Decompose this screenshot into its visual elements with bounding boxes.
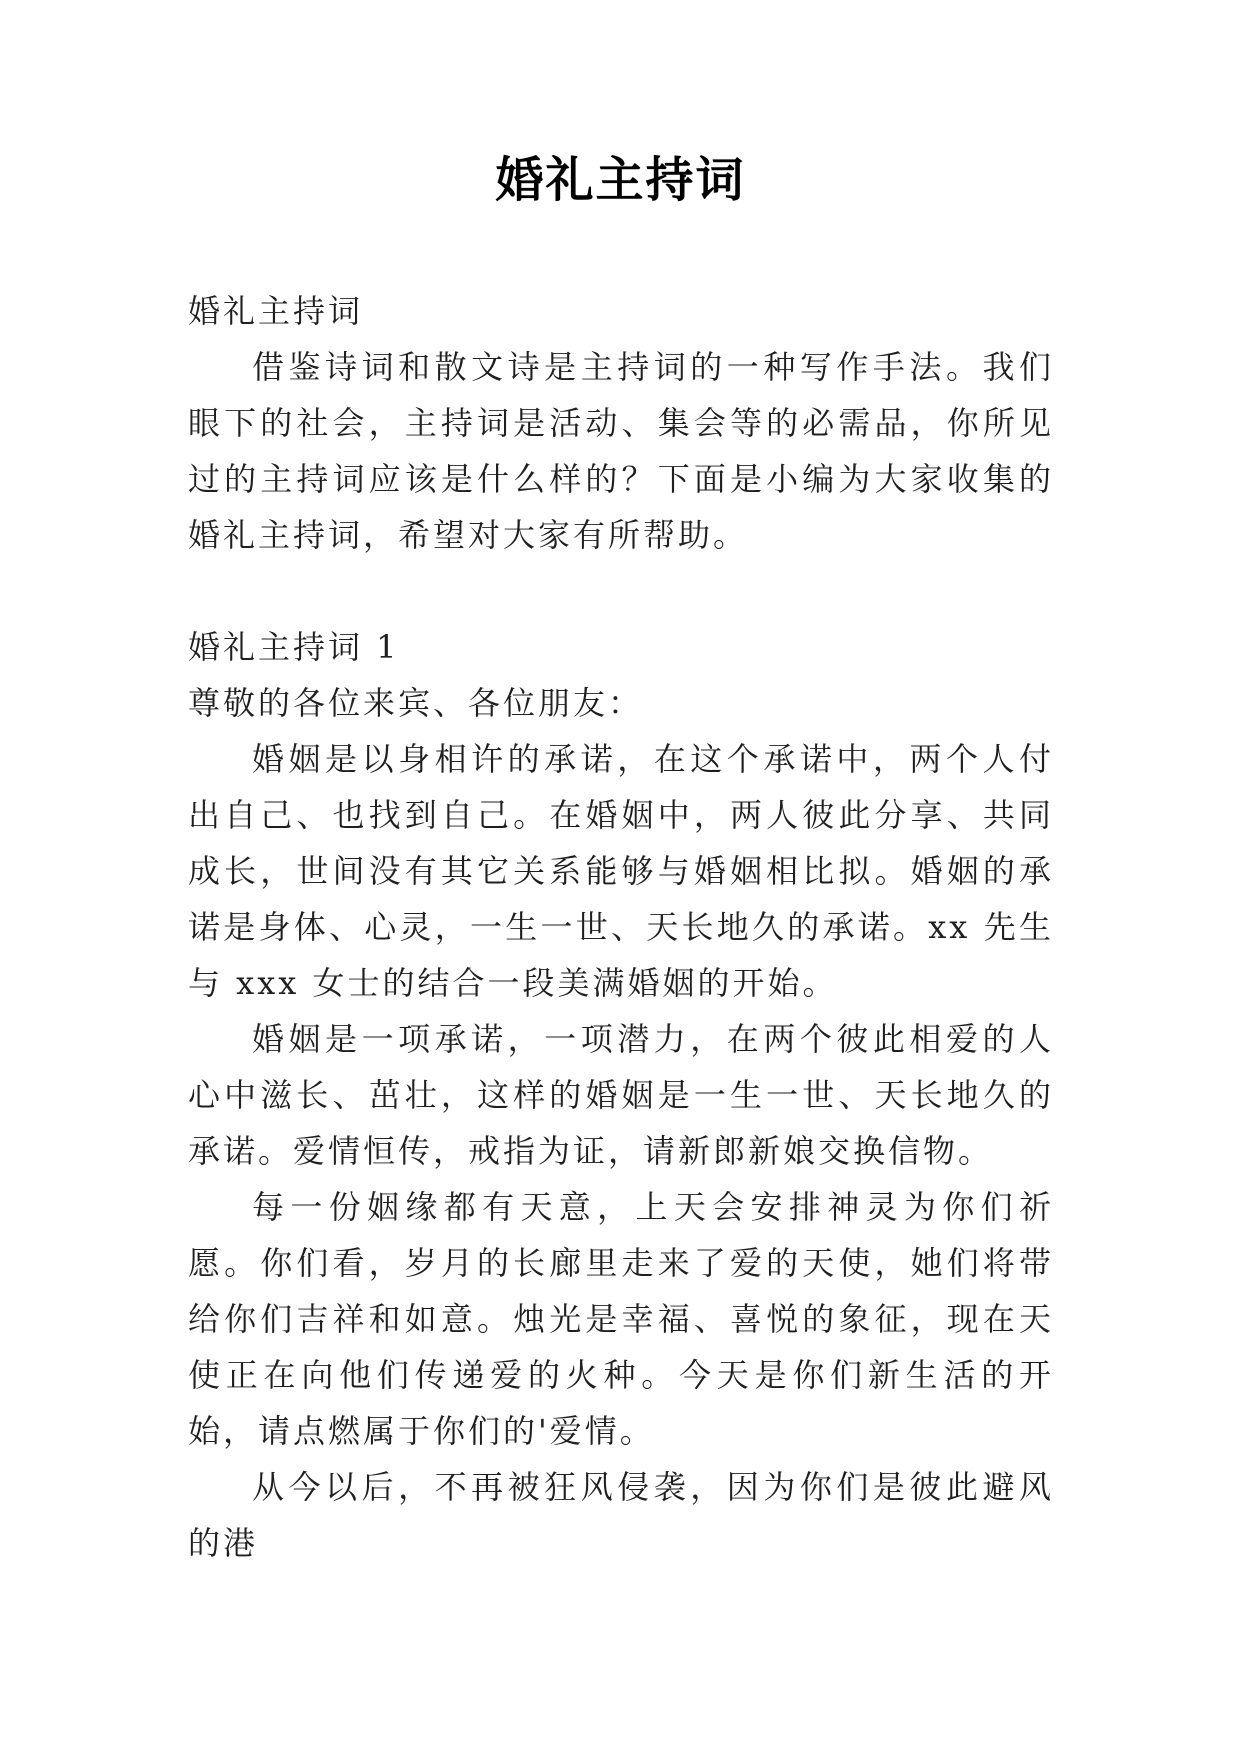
body-paragraph: 每一份姻缘都有天意，上天会安排神灵为你们祈愿。你们看，岁月的长廊里走来了爱的天使，她们将带给你们吉祥和如意。烛光是幸福、喜悦的象征，现在天使正在向他们传递爱的火种。今天是你们新生活的开始，请点燃属于你们的'爱情。: [188, 1188, 1054, 1450]
intro-paragraph: 借鉴诗词和散文诗是主持词的一种写作手法。我们眼下的社会，主持词是活动、集会等的必需品，你所见过的主持词应该是什么样的？下面是小编为大家收集的婚礼主持词，希望对大家有所帮助。: [188, 348, 1054, 554]
section-heading-1: 婚礼主持词 1: [188, 628, 400, 666]
document-body: [188, 283, 1054, 1571]
body-paragraph: 婚姻是一项承诺，一项潜力，在两个彼此相爱的人心中滋长、茁壮，这样的婚姻是一生一世、天长地久的承诺。爱情恒传，戒指为证，请新郎新娘交换信物。: [188, 1020, 1054, 1170]
section-heading: 婚礼主持词: [188, 292, 364, 330]
document-title: 婚礼主持词: [495, 152, 746, 208]
body-paragraph: 从今以后，不再被狂风侵袭，因为你们是彼此避风的港: [188, 1468, 1054, 1562]
salutation: 尊敬的各位来宾、各位朋友：: [188, 684, 644, 722]
body-paragraph: 婚姻是以身相许的承诺，在这个承诺中，两个人付出自己、也找到自己。在婚姻中，两人彼此分享、共同成长，世间没有其它关系能够与婚姻相比拟。婚姻的承诺是身体、心灵，一生一世、天长地久的承诺。xx 先生与 xxx 女士的结合一段美满婚姻的开始。: [188, 740, 1054, 1002]
paragraph-spacer: [188, 563, 1054, 619]
